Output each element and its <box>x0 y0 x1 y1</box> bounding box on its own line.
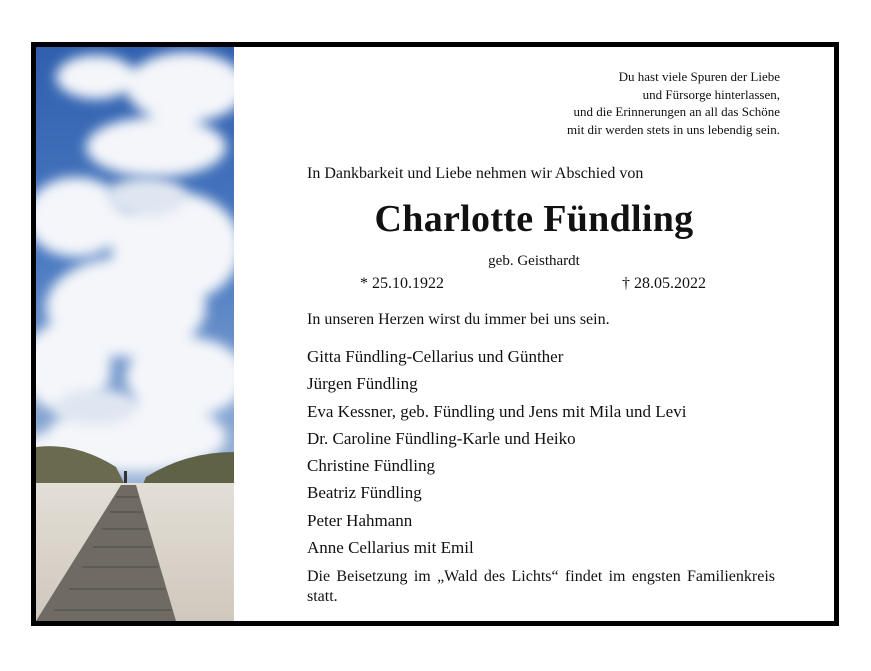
deceased-name: Charlotte Fündling <box>374 198 694 240</box>
mourner-name: Dr. Caroline Fündling-Karle und Heiko <box>307 428 576 448</box>
mourners-list <box>307 343 686 561</box>
maiden-name: geb. Geisthardt <box>488 253 580 269</box>
obituary-card <box>31 42 839 626</box>
remembrance-line: In unseren Herzen wirst du immer bei uns sein. <box>307 311 610 328</box>
mourner-name: Beatriz Fündling <box>307 483 422 503</box>
poem-line: und die Erinnerungen an all das Schöne <box>573 104 780 119</box>
mourner-name: Jürgen Fündling <box>307 374 418 394</box>
poem-line: Du hast viele Spuren der Liebe <box>618 69 780 84</box>
burial-note: Die Beisetzung im „Wald des Lichts“ findet im engsten Familienkreis statt. <box>307 568 775 605</box>
poem-line: mit dir werden stets in uns lebendig sein. <box>566 121 780 137</box>
poem-line: und Fürsorge hinterlassen, <box>642 86 780 102</box>
mourner-name: Anne Cellarius mit Emil <box>307 538 474 558</box>
farewell-intro: In Dankbarkeit und Liebe nehmen wir Abschied von <box>307 165 644 182</box>
sky-boardwalk-photo <box>36 47 234 621</box>
mourner-name: Christine Fündling <box>307 456 435 476</box>
poem <box>567 68 780 138</box>
mourner-name: Gitta Fündling-Cellarius und Günther <box>307 347 564 366</box>
obituary-text <box>234 47 834 621</box>
mourner-name: Peter Hahmann <box>307 510 413 530</box>
birth-date: * 25.10.1922 <box>360 275 444 292</box>
death-date: † 28.05.2022 <box>622 275 706 292</box>
mourner-name: Eva Kessner, geb. Fündling und Jens mit Mila und Levi <box>307 401 687 421</box>
